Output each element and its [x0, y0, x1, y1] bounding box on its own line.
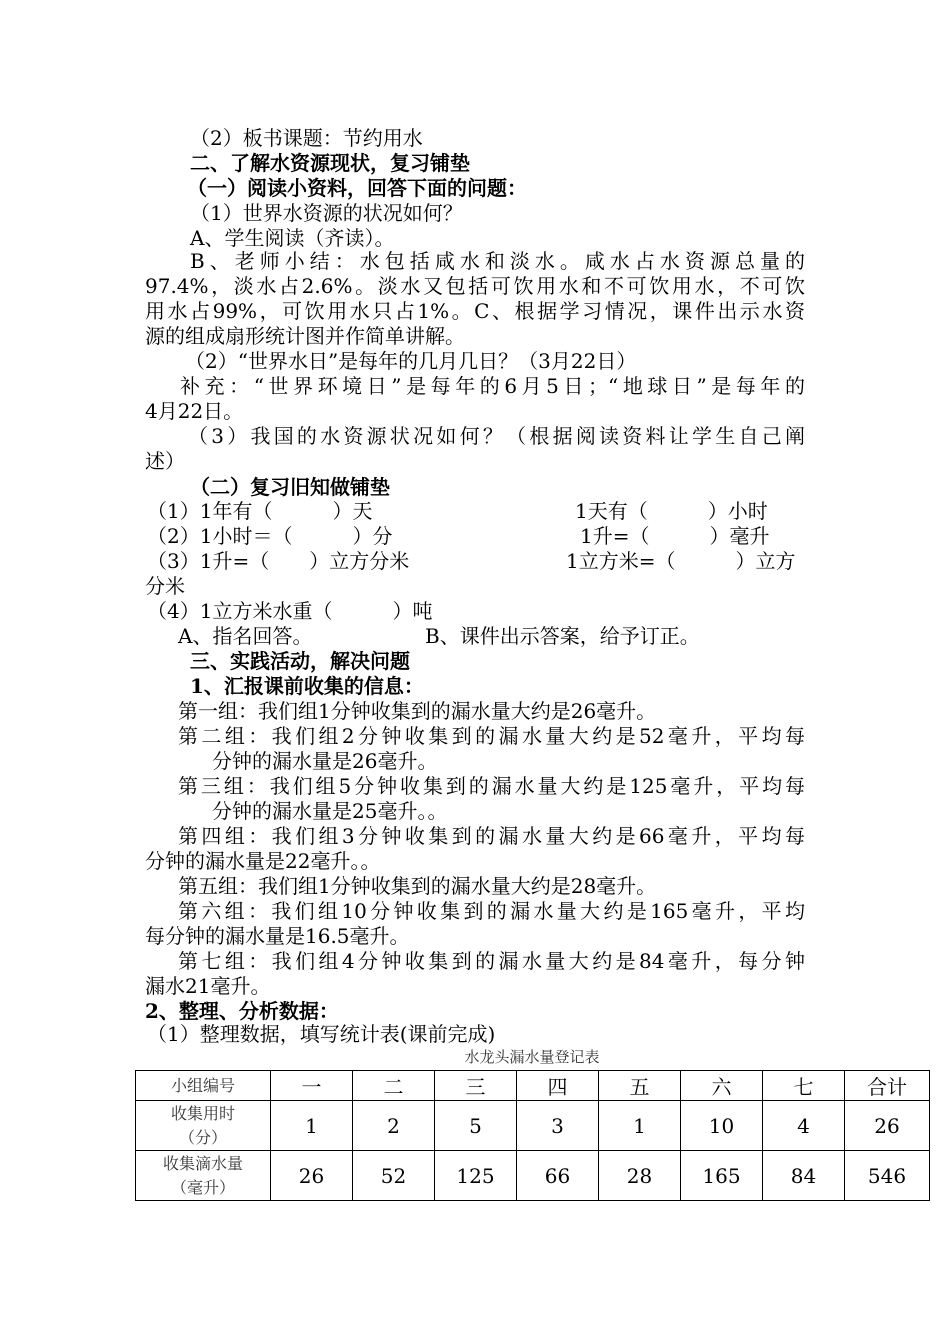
- text-line: B、老师小结：水包括咸水和淡水。咸水占水资源总量的: [190, 249, 805, 273]
- answer-line: A、指名回答。: [178, 624, 313, 648]
- table-cell: 66: [517, 1151, 599, 1201]
- text-line: 述）: [145, 449, 185, 473]
- text-line: 用水占99%，可饮用水只占1%。C、根据学习情况，课件出示水资: [145, 299, 805, 323]
- subsection-heading: 1、汇报课前收集的信息：: [190, 674, 424, 698]
- row-label-line: 收集滴水量: [162, 1153, 243, 1173]
- text-line: （3）我国的水资源状况如何？（根据阅读资料让学生自己阐: [188, 424, 805, 448]
- table-cell: 52: [353, 1151, 435, 1201]
- text-line: 4月22日。: [145, 399, 244, 423]
- question-line: 1天有（ ）小时: [575, 499, 768, 523]
- report-line: 分钟的漏水量是26毫升。: [212, 749, 438, 773]
- table-cell: 5: [435, 1101, 517, 1151]
- table-caption: 水龙头漏水量登记表: [464, 1048, 600, 1066]
- question-line: （4）1立方米水重（ ）吨: [147, 599, 433, 623]
- column-header: 合计: [845, 1071, 930, 1101]
- text-line: 源的组成扇形统计图并作简单讲解。: [145, 324, 465, 348]
- question-line: （2）1小时＝（ ）分: [147, 524, 393, 548]
- report-line: 分钟的漏水量是22毫升。。: [145, 849, 381, 873]
- header-cell: 小组编号: [136, 1071, 271, 1101]
- report-line: 每分钟的漏水量是16.5毫升。: [145, 924, 410, 948]
- table-cell: 10: [681, 1101, 763, 1151]
- row-label: [136, 1151, 271, 1201]
- column-header: 二: [353, 1071, 435, 1101]
- text-line: （1）世界水资源的状况如何？: [190, 201, 463, 225]
- report-line: 漏水21毫升。: [145, 974, 271, 998]
- table-cell: 165: [681, 1151, 763, 1201]
- text-line: （2）“世界水日”是每年的几月几日？（3月22日）: [185, 349, 637, 373]
- report-line: 第七组：我们组4分钟收集到的漏水量大约是84毫升，每分钟: [178, 949, 805, 973]
- row-label-unit: （分）: [178, 1127, 227, 1147]
- report-line: 第二组：我们组2分钟收集到的漏水量大约是52毫升，平均每: [178, 724, 805, 748]
- table-row: [136, 1101, 930, 1151]
- table-cell: 26: [845, 1101, 930, 1151]
- subsection-heading: （二）复习旧知做铺垫: [190, 475, 390, 499]
- table-header-row: [136, 1071, 930, 1101]
- table-cell: 1: [599, 1101, 681, 1151]
- column-header: 七: [763, 1071, 845, 1101]
- subsection-heading: （一）阅读小资料，回答下面的问题：: [187, 176, 527, 200]
- text-line: 补充：“世界环境日”是每年的6月5日；“地球日”是每年的: [180, 374, 805, 398]
- report-line: 第三组：我们组5分钟收集到的漏水量大约是125毫升，平均每: [178, 774, 805, 798]
- table-cell: 1: [271, 1101, 353, 1151]
- table-cell: 26: [271, 1151, 353, 1201]
- column-header: 一: [271, 1071, 353, 1101]
- text-line: （2）板书课题：节约用水: [190, 126, 423, 150]
- row-label: [136, 1101, 271, 1151]
- leak-data-table: [135, 1070, 930, 1201]
- report-line: 第四组：我们组3分钟收集到的漏水量大约是66毫升，平均每: [178, 824, 805, 848]
- column-header: 三: [435, 1071, 517, 1101]
- report-line: 第五组：我们组1分钟收集到的漏水量大约是28毫升。: [178, 874, 657, 898]
- column-header: 四: [517, 1071, 599, 1101]
- section-heading: 三、实践活动，解决问题: [190, 649, 410, 673]
- table-cell: 125: [435, 1151, 517, 1201]
- question-line: 1立方米=（ ）立方: [566, 549, 796, 573]
- report-line: 第六组：我们组10分钟收集到的漏水量大约是165毫升，平均: [178, 899, 805, 923]
- section-heading: 2、整理、分析数据：: [145, 999, 339, 1023]
- table-cell: 2: [353, 1101, 435, 1151]
- column-header: 五: [599, 1071, 681, 1101]
- table-row: [136, 1151, 930, 1201]
- section-heading: 二、了解水资源现状，复习铺垫: [190, 151, 470, 175]
- text-line: 97.4%，淡水占2.6%。淡水又包括可饮用水和不可饮用水，不可饮: [145, 274, 805, 298]
- table-cell: 84: [763, 1151, 845, 1201]
- table-cell: 28: [599, 1151, 681, 1201]
- report-line: 分钟的漏水量是25毫升。。: [212, 799, 448, 823]
- question-line: 1升=（ ）毫升: [580, 524, 770, 548]
- table-cell: 3: [517, 1101, 599, 1151]
- column-header: 六: [681, 1071, 763, 1101]
- question-line: 分米: [145, 574, 185, 598]
- row-label-unit: （毫升）: [170, 1177, 235, 1197]
- question-line: （1）1年有（ ）天: [147, 499, 373, 523]
- answer-line: B、课件出示答案，给予订正。: [425, 624, 700, 648]
- row-label-line: 收集用时: [170, 1103, 235, 1123]
- table-cell: 4: [763, 1101, 845, 1151]
- question-line: （3）1升=（ ）立方分米: [147, 549, 410, 573]
- report-line: 第一组：我们组1分钟收集到的漏水量大约是26毫升。: [178, 699, 657, 723]
- text-line: A、学生阅读（齐读）。: [190, 226, 395, 250]
- text-line: （1）整理数据，填写统计表(课前完成): [147, 1022, 496, 1046]
- table-cell: 546: [845, 1151, 930, 1201]
